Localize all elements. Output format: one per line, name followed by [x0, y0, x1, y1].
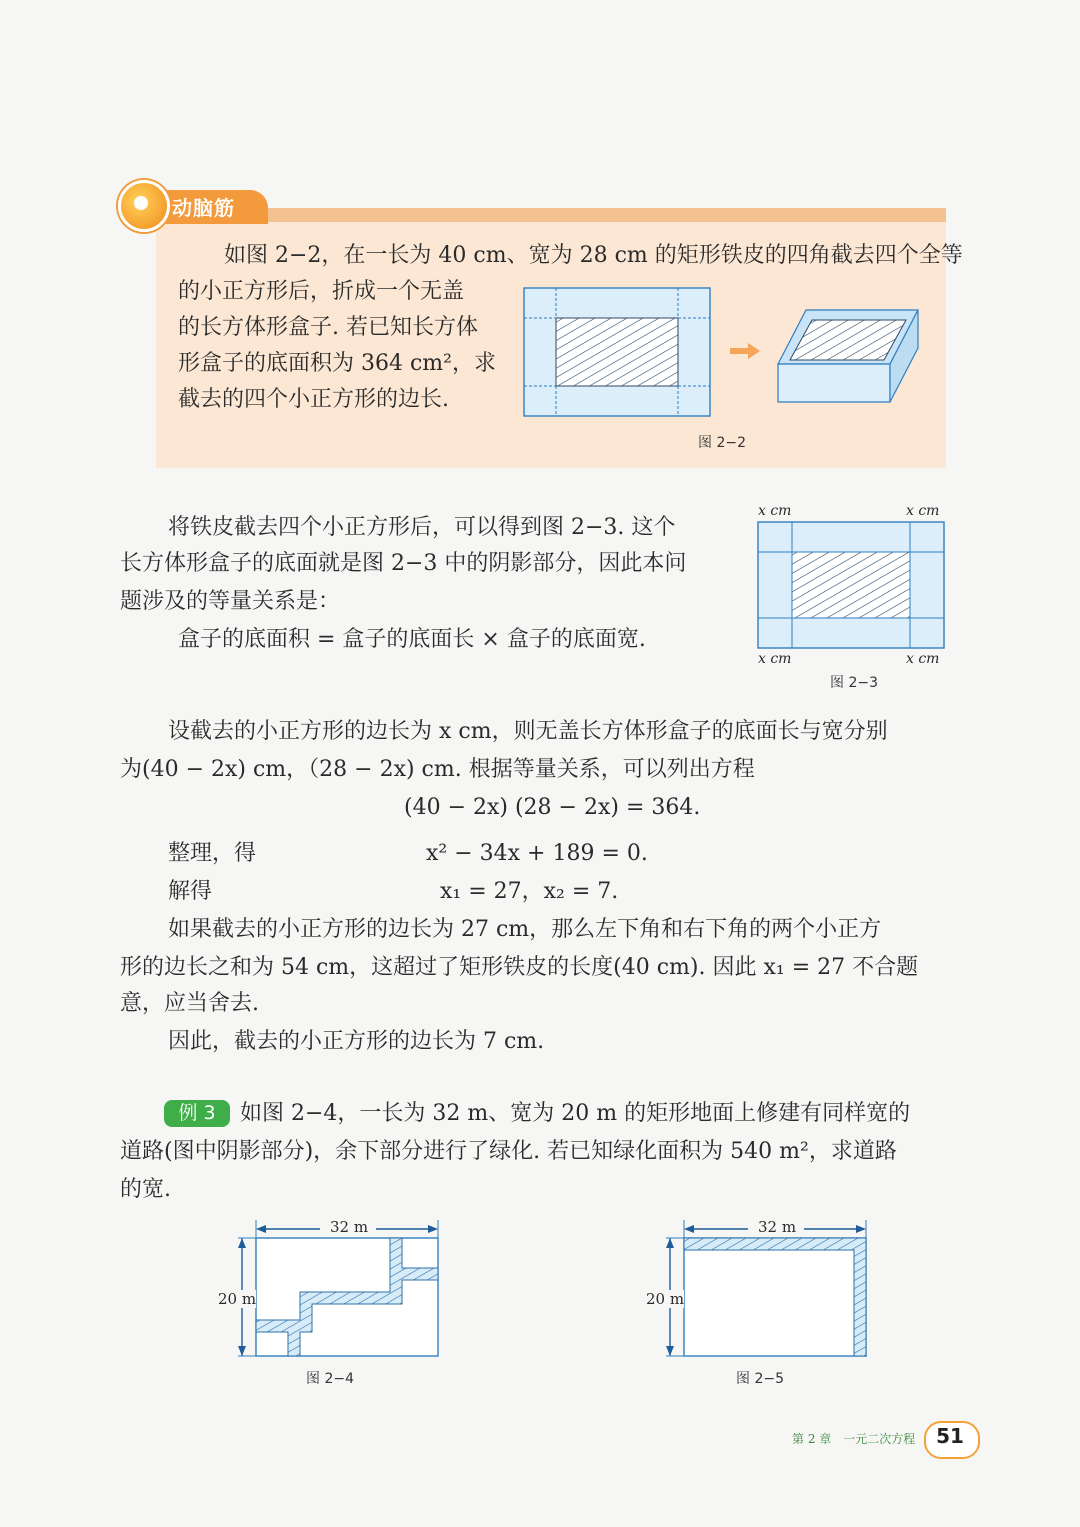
- figure-2-3: [756, 520, 946, 650]
- roots: x₁ = 27，x₂ = 7.: [440, 879, 619, 904]
- example-line-2: 道路(图中阴影部分)，余下部分进行了绿化. 若已知绿化面积为 540 m²，求道路: [120, 1139, 897, 1164]
- example-line-3: 的宽.: [120, 1177, 171, 1202]
- fig5-width-label: 32 m: [758, 1218, 797, 1236]
- problem-line-3: 的长方体形盒子. 若已知长方体: [178, 315, 478, 340]
- corner-label-bottom-right: x cm: [906, 651, 940, 667]
- problem-line-5: 截去的四个小正方形的边长.: [178, 387, 449, 412]
- brainstorm-title: 动脑筋: [172, 196, 235, 220]
- gear-icon-center: [134, 196, 148, 210]
- figure-2-5-caption: 图 2−5: [736, 1371, 784, 1387]
- check-line-3: 意，应当舍去.: [120, 991, 259, 1016]
- problem-line-4: 形盒子的底面积为 364 cm²，求: [178, 351, 496, 376]
- equal-relation: 盒子的底面积 = 盒子的底面长 × 盒子的底面宽.: [178, 627, 646, 652]
- fig4-width-label: 32 m: [330, 1218, 369, 1236]
- arrow-right-icon: [730, 342, 762, 360]
- corner-label-bottom-left: x cm: [758, 651, 792, 667]
- corner-label-top-left: x cm: [758, 503, 792, 519]
- figure-2-3-caption: 图 2−3: [830, 675, 878, 691]
- check-line-1: 如果截去的小正方形的边长为 27 cm，那么左下角和右下角的两个小正方: [168, 917, 882, 942]
- example-line-1: 如图 2−4，一长为 32 m、宽为 20 m 的矩形地面上修建有同样宽的: [240, 1101, 911, 1126]
- simplify-label: 整理，得: [168, 841, 257, 866]
- fig5-height-label: 20 m: [646, 1290, 685, 1308]
- example-badge: 例 3: [164, 1100, 230, 1127]
- figure-2-2-sheet: [522, 286, 712, 418]
- simplified-equation: x² − 34x + 189 = 0.: [426, 841, 648, 866]
- corner-label-top-right: x cm: [906, 503, 940, 519]
- problem-line-1: 如图 2−2，在一长为 40 cm、宽为 28 cm 的矩形铁皮的四角截去四个全等: [224, 243, 963, 268]
- chapter-footer: 第 2 章 一元二次方程: [792, 1432, 916, 1446]
- page-number: 51: [936, 1424, 964, 1448]
- solution-intro-1: 设截去的小正方形的边长为 x cm，则无盖长方体形盒子的底面长与宽分别: [168, 719, 888, 744]
- figure-2-2-caption: 图 2−2: [698, 435, 746, 451]
- fig4-height-label: 20 m: [218, 1290, 257, 1308]
- solution-intro-2: 为(40 − 2x) cm，（28 − 2x) cm. 根据等量关系，可以列出方程: [120, 757, 755, 782]
- solve-label: 解得: [168, 879, 213, 904]
- equation: (40 − 2x) (28 − 2x) = 364.: [404, 795, 701, 820]
- analysis-line-3: 题涉及的等量关系是：: [120, 589, 341, 614]
- figure-2-2-box: [776, 306, 922, 406]
- check-line-2: 形的边长之和为 54 cm，这超过了矩形铁皮的长度(40 cm). 因此 x₁ = 27 不合题: [120, 955, 919, 980]
- brainstorm-header-bar: [156, 208, 946, 222]
- figure-2-4-caption: 图 2−4: [306, 1371, 354, 1387]
- analysis-line-2: 长方体形盒子的底面就是图 2−3 中的阴影部分，因此本问: [120, 551, 687, 576]
- conclusion: 因此，截去的小正方形的边长为 7 cm.: [168, 1029, 545, 1054]
- problem-line-2: 的小正方形后，折成一个无盖: [178, 279, 465, 304]
- analysis-line-1: 将铁皮截去四个小正方形后，可以得到图 2−3. 这个: [168, 515, 676, 540]
